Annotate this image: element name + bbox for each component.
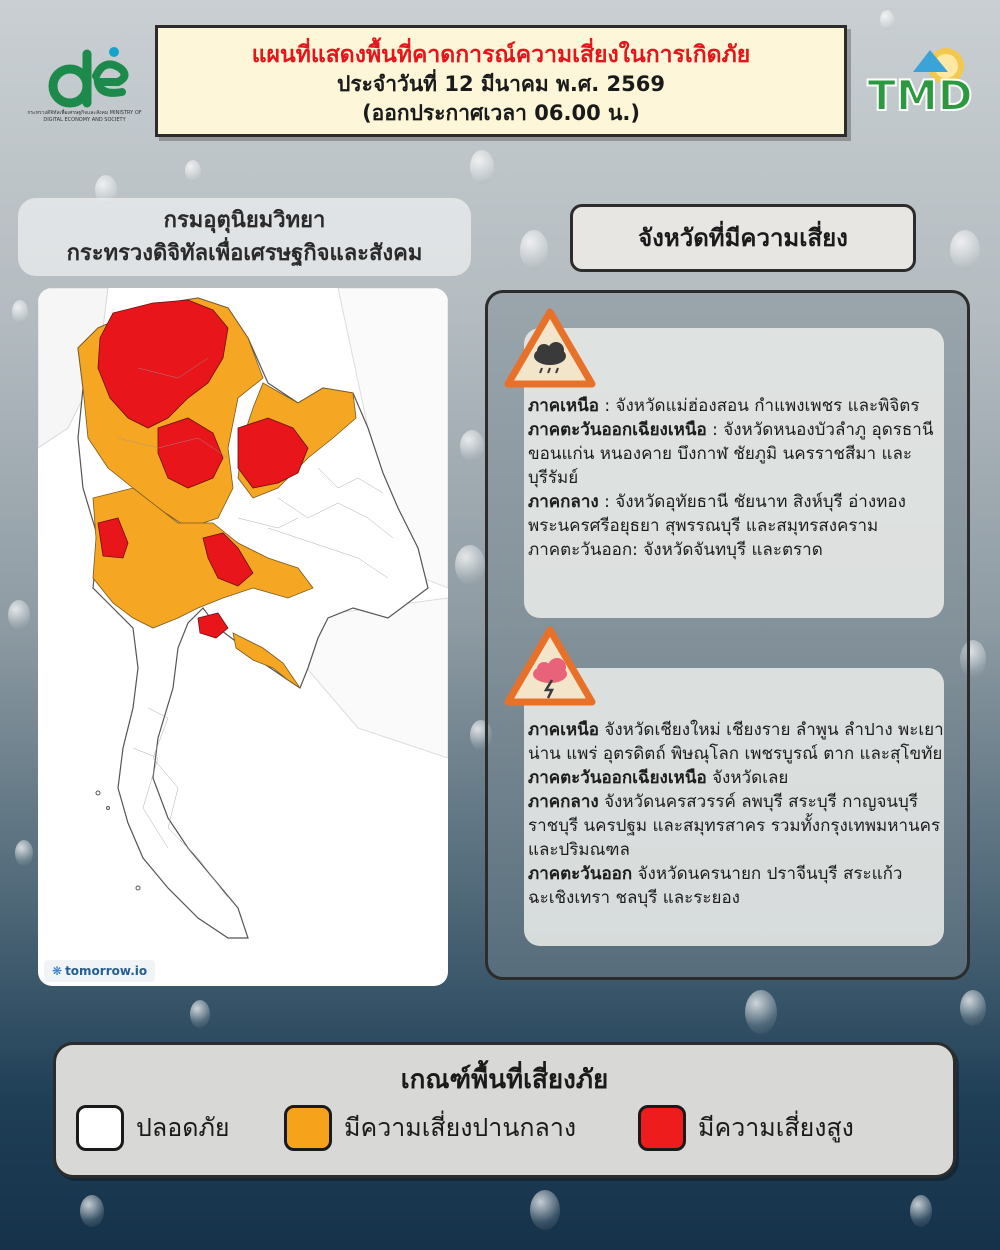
storm-region-north: ภาคเหนือ จังหวัดเชียงใหม่ เชียงราย ลำพูน ลำปาง พะเยา น่าน แพร่ อุตรดิตถ์ พิษณุโลก เพชรบูรณ์ ตาก และสุโขทัย — [528, 720, 944, 764]
thailand-risk-map — [38, 288, 448, 986]
storm-region-northeast: ภาคตะวันออกเฉียงเหนือ จังหวัดเลย — [528, 768, 789, 788]
legend-swatch-high — [638, 1105, 686, 1151]
storm-region-central: ภาคกลาง จังหวัดนครสวรรค์ ลพบุรี สระบุรี กาญจนบุรี ราชบุรี นครปฐม และสมุทรสาคร รวมทั้งกรุงเทพมหานคร และปริมณฑล — [528, 792, 941, 860]
issued-time: (ออกประกาศเวลา 06.00 น.) — [362, 101, 640, 125]
risk-provinces-header: จังหวัดที่มีความเสี่ยง — [570, 204, 916, 272]
thunderstorm-warning-icon — [502, 624, 598, 708]
storm-region-east: ภาคตะวันออก จังหวัดนครนายก ปราจีนบุรี สระแก้ว ฉะเชิงเทรา ชลบุรี และระยอง — [528, 864, 903, 908]
tmd-logo-text: TMD — [867, 71, 973, 118]
map-svg — [38, 288, 448, 986]
heavy-rain-provinces — [528, 394, 948, 562]
legend-item-high: มีความเสี่ยงสูง — [638, 1103, 854, 1153]
agency-ministry: กระทรวงดิจิทัลเพื่อเศรษฐกิจและสังคม — [66, 241, 423, 266]
legend-title: เกณฑ์พื้นที่เสี่ยงภัย — [400, 1065, 609, 1095]
de-ministry-caption: กระทรวงดิจิทัลเพื่อเศรษฐกิจและสังคม MINISTRY OF DIGITAL ECONOMY AND SOCIETY — [27, 110, 142, 123]
rain-region-east: ภาคตะวันออก: จังหวัดจันทบุรี และตราด — [528, 540, 823, 560]
legend-swatch-safe — [76, 1105, 124, 1151]
legend-swatch-medium — [284, 1105, 332, 1151]
heavy-rain-warning-icon — [502, 306, 598, 390]
rain-region-central: ภาคกลาง : จังหวัดอุทัยธานี ชัยนาท สิงห์บุรี อ่างทอง พระนครศรีอยุธยา สุพรรณบุรี และสมุทรสงคราม — [528, 492, 906, 536]
agency-department: กรมอุตุนิยมวิทยา — [163, 208, 326, 233]
thunderstorm-provinces — [528, 718, 948, 910]
rain-region-north: ภาคเหนือ : จังหวัดแม่ฮ่องสอน กำแพงเพชร และพิจิตร — [528, 396, 920, 416]
tmd-logo — [858, 38, 983, 118]
map-credit-badge — [44, 960, 155, 982]
rain-region-northeast: ภาคตะวันออกเฉียงเหนือ : จังหวัดหนองบัวลำภู อุดรธานี ขอนแก่น หนองคาย บึงกาฬ ชัยภูมิ นครราชสีมา และบุรีรัมย์ — [528, 420, 934, 488]
forecast-date: ประจำวันที่ 12 มีนาคม พ.ศ. 2569 — [337, 72, 665, 96]
page-title: แผนที่แสดงพื้นที่คาดการณ์ความเสี่ยงในการเกิดภัย — [251, 42, 751, 68]
risk-legend — [53, 1042, 956, 1178]
agency-label — [18, 198, 471, 276]
header-banner — [155, 25, 847, 137]
legend-item-medium: มีความเสี่ยงปานกลาง — [284, 1103, 576, 1153]
tomorrow-io-icon: ❋ — [52, 964, 63, 978]
map-credit-text: tomorrow.io — [65, 964, 148, 978]
legend-item-safe: ปลอดภัย — [76, 1103, 230, 1153]
